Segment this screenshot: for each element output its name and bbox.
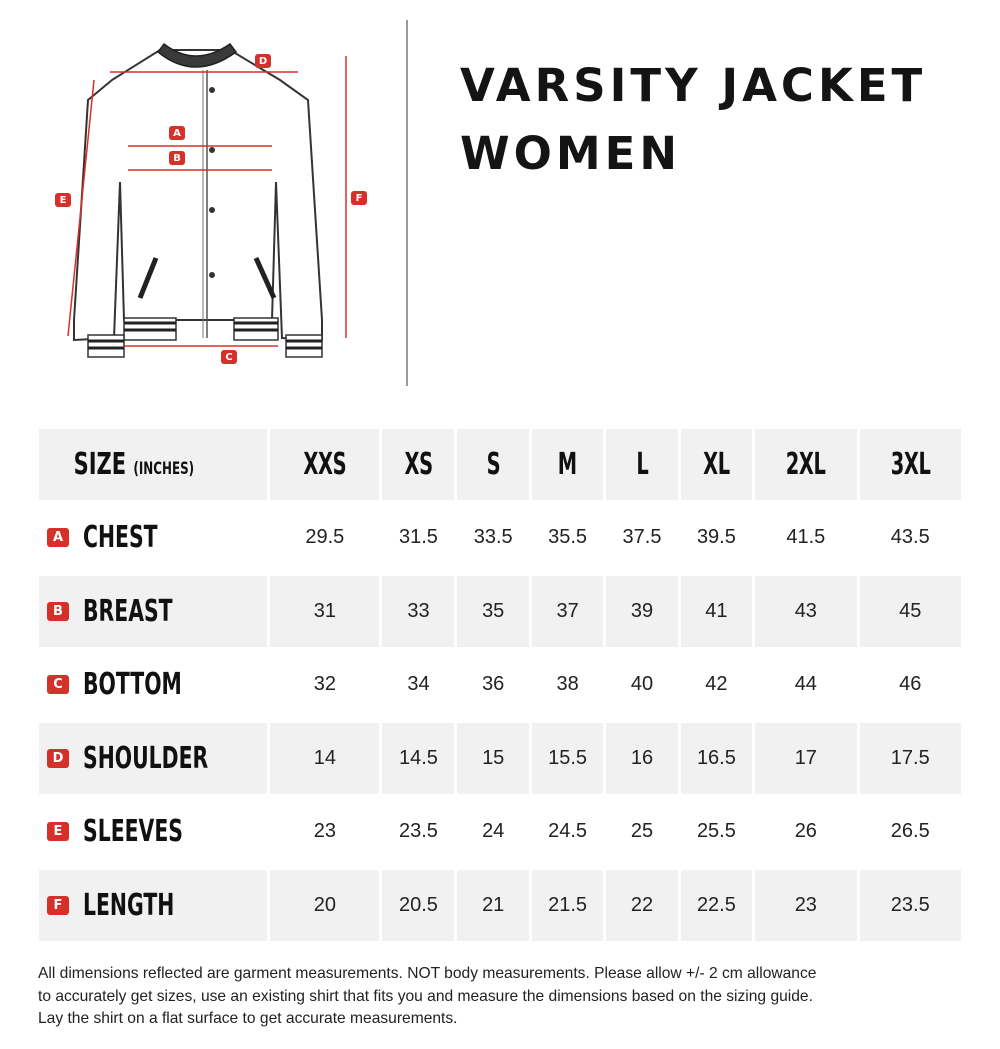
table-cell: 20 (270, 870, 379, 941)
table-header-row (39, 429, 961, 500)
badge-c: C (47, 675, 69, 694)
table-cell: 31.5 (382, 503, 454, 574)
table-cell: 17 (755, 723, 856, 794)
header-size-s: S (457, 429, 528, 500)
header-unit: (INCHES) (133, 458, 195, 479)
table-cell: 43.5 (860, 503, 961, 574)
table-cell: 26 (755, 797, 856, 868)
table-cell: 42 (681, 650, 752, 721)
table-cell: 21.5 (532, 870, 603, 941)
table-cell: 14.5 (382, 723, 454, 794)
badge-b: B (47, 602, 69, 621)
table-cell: 23 (755, 870, 856, 941)
table-cell: 26.5 (860, 797, 961, 868)
table-cell: 35 (457, 576, 528, 647)
badge-d: D (47, 749, 69, 768)
footnote-line-1: All dimensions reflected are garment measurements. NOT body measurements. Please allow +/- 2 cm allowance (38, 965, 817, 982)
header-size-xxs: XXS (270, 429, 379, 500)
table-cell: 17.5 (860, 723, 961, 794)
badge-f: F (47, 896, 69, 915)
page-title (460, 52, 926, 188)
header-size-3xl: 3XL (860, 429, 961, 500)
jacket-diagram (40, 20, 380, 380)
header-size-xs: XS (382, 429, 454, 500)
table-cell: 22.5 (681, 870, 752, 941)
jacket-icon (40, 20, 380, 380)
row-label-chest: CHEST (83, 520, 158, 556)
header-size-2xl: 2XL (755, 429, 856, 500)
title-line-2: WOMEN (460, 127, 682, 180)
table-row (39, 723, 961, 794)
marker-e: E (55, 193, 71, 207)
table-cell: 16.5 (681, 723, 752, 794)
marker-a: A (169, 126, 185, 140)
table-cell: 39 (606, 576, 677, 647)
table-cell: 33.5 (457, 503, 528, 574)
table-cell: 37 (532, 576, 603, 647)
table-cell: 36 (457, 650, 528, 721)
table-cell: 22 (606, 870, 677, 941)
header-size-l: L (606, 429, 677, 500)
marker-f: F (351, 191, 367, 205)
size-chart-table (36, 426, 964, 944)
table-cell: 33 (382, 576, 454, 647)
row-label-sleeves: SLEEVES (83, 814, 183, 850)
row-label-shoulder: SHOULDER (83, 740, 209, 776)
table-cell: 29.5 (270, 503, 379, 574)
table-cell: 31 (270, 576, 379, 647)
table-cell: 45 (860, 576, 961, 647)
table-cell: 41 (681, 576, 752, 647)
table-cell: 39.5 (681, 503, 752, 574)
table-cell: 25.5 (681, 797, 752, 868)
table-cell: 23.5 (860, 870, 961, 941)
table-cell: 35.5 (532, 503, 603, 574)
table-cell: 24.5 (532, 797, 603, 868)
measurement-footnote (38, 963, 968, 1031)
table-cell: 15.5 (532, 723, 603, 794)
badge-e: E (47, 822, 69, 841)
header-label-cell (39, 429, 267, 500)
table-cell: 24 (457, 797, 528, 868)
header-label (47, 447, 194, 482)
table-cell: 15 (457, 723, 528, 794)
table-row (39, 797, 961, 868)
header-size: SIZE (73, 446, 127, 482)
marker-d: D (255, 54, 271, 68)
table-row (39, 503, 961, 574)
marker-c: C (221, 350, 237, 364)
table-cell: 20.5 (382, 870, 454, 941)
table-cell: 46 (860, 650, 961, 721)
table-cell: 40 (606, 650, 677, 721)
table-cell: 34 (382, 650, 454, 721)
header-size-m: M (532, 429, 603, 500)
table-cell: 25 (606, 797, 677, 868)
vertical-divider (406, 20, 408, 386)
row-label-length: LENGTH (83, 887, 175, 923)
table-cell: 14 (270, 723, 379, 794)
marker-b: B (169, 151, 185, 165)
table-cell: 32 (270, 650, 379, 721)
row-label-bottom: BOTTOM (83, 667, 182, 703)
table-cell: 37.5 (606, 503, 677, 574)
footnote-line-3: Lay the shirt on a flat surface to get accurate measurements. (38, 1010, 458, 1027)
row-label-breast: BREAST (83, 593, 173, 629)
table-cell: 44 (755, 650, 856, 721)
table-cell: 41.5 (755, 503, 856, 574)
title-line-1: VARSITY JACKET (460, 59, 927, 112)
table-cell: 38 (532, 650, 603, 721)
header-size-xl: XL (681, 429, 752, 500)
table-cell: 43 (755, 576, 856, 647)
table-row (39, 650, 961, 721)
table-cell: 21 (457, 870, 528, 941)
table-cell: 23.5 (382, 797, 454, 868)
badge-a: A (47, 528, 69, 547)
footnote-line-2: to accurately get sizes, use an existing shirt that fits you and measure the dimensions based on the sizing guide. (38, 987, 813, 1005)
table-row (39, 576, 961, 647)
table-row (39, 870, 961, 941)
table-cell: 23 (270, 797, 379, 868)
table-cell: 16 (606, 723, 677, 794)
